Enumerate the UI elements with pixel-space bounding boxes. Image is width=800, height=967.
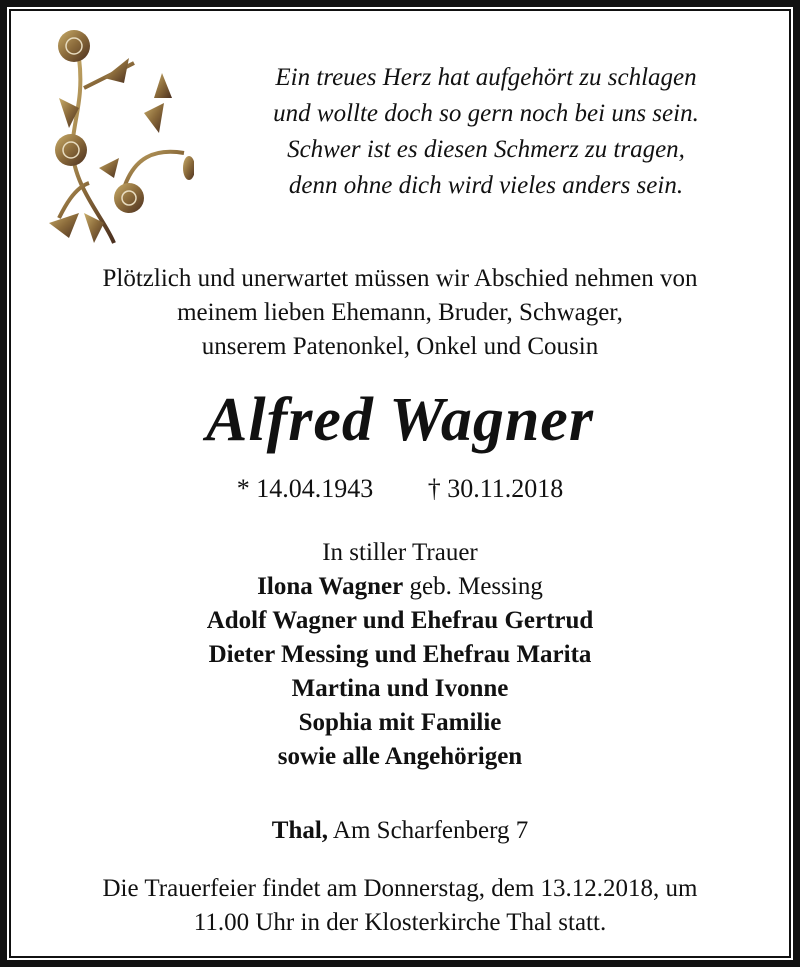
poem	[212, 60, 760, 204]
deceased-name: Alfred Wagner	[206, 386, 594, 454]
mourner-line: sowie alle Angehörigen	[277, 743, 523, 770]
intro-line: unserem Patenonkel, Onkel und Cousin	[201, 333, 599, 360]
life-dates	[20, 472, 780, 506]
address-town: Thal,	[271, 817, 329, 844]
address-street: Am Scharfenberg 7	[328, 817, 529, 844]
poem-line: Ein treues Herz hat aufgehört zu schlagen	[275, 64, 697, 91]
mourners	[20, 536, 780, 774]
mourners-heading: In stiller Trauer	[322, 539, 478, 566]
death-date: † 30.11.2018	[427, 474, 564, 503]
mourner-line: Sophia mit Familie	[298, 709, 502, 736]
roses-illustration	[44, 18, 194, 248]
address	[20, 814, 780, 848]
service-line: 11.00 Uhr in der Klosterkirche Thal statt.	[193, 909, 607, 936]
intro-line: Plötzlich und unerwartet müssen wir Abschied nehmen von	[102, 265, 698, 292]
poem-line: und wollte doch so gern noch bei uns sein.	[273, 100, 699, 127]
mourner-maiden-name: geb. Messing	[403, 573, 543, 600]
mourner-line: Martina und Ivonne	[291, 675, 509, 702]
birth-date: * 14.04.1943	[236, 474, 374, 503]
mourner-line	[20, 570, 780, 604]
mourner-line: Dieter Messing und Ehefrau Marita	[208, 641, 592, 668]
service-info	[20, 872, 780, 940]
mourner-name: Ilona Wagner	[257, 573, 404, 600]
service-line: Die Trauerfeier findet am Donnerstag, dem 13.12.2018, um	[102, 875, 698, 902]
poem-line: Schwer ist es diesen Schmerz zu tragen,	[287, 136, 685, 163]
intro-text	[20, 262, 780, 364]
intro-line: meinem lieben Ehemann, Bruder, Schwager,	[177, 299, 623, 326]
mourner-line: Adolf Wagner und Ehefrau Gertrud	[206, 607, 594, 634]
poem-line: denn ohne dich wird vieles anders sein.	[288, 172, 684, 199]
